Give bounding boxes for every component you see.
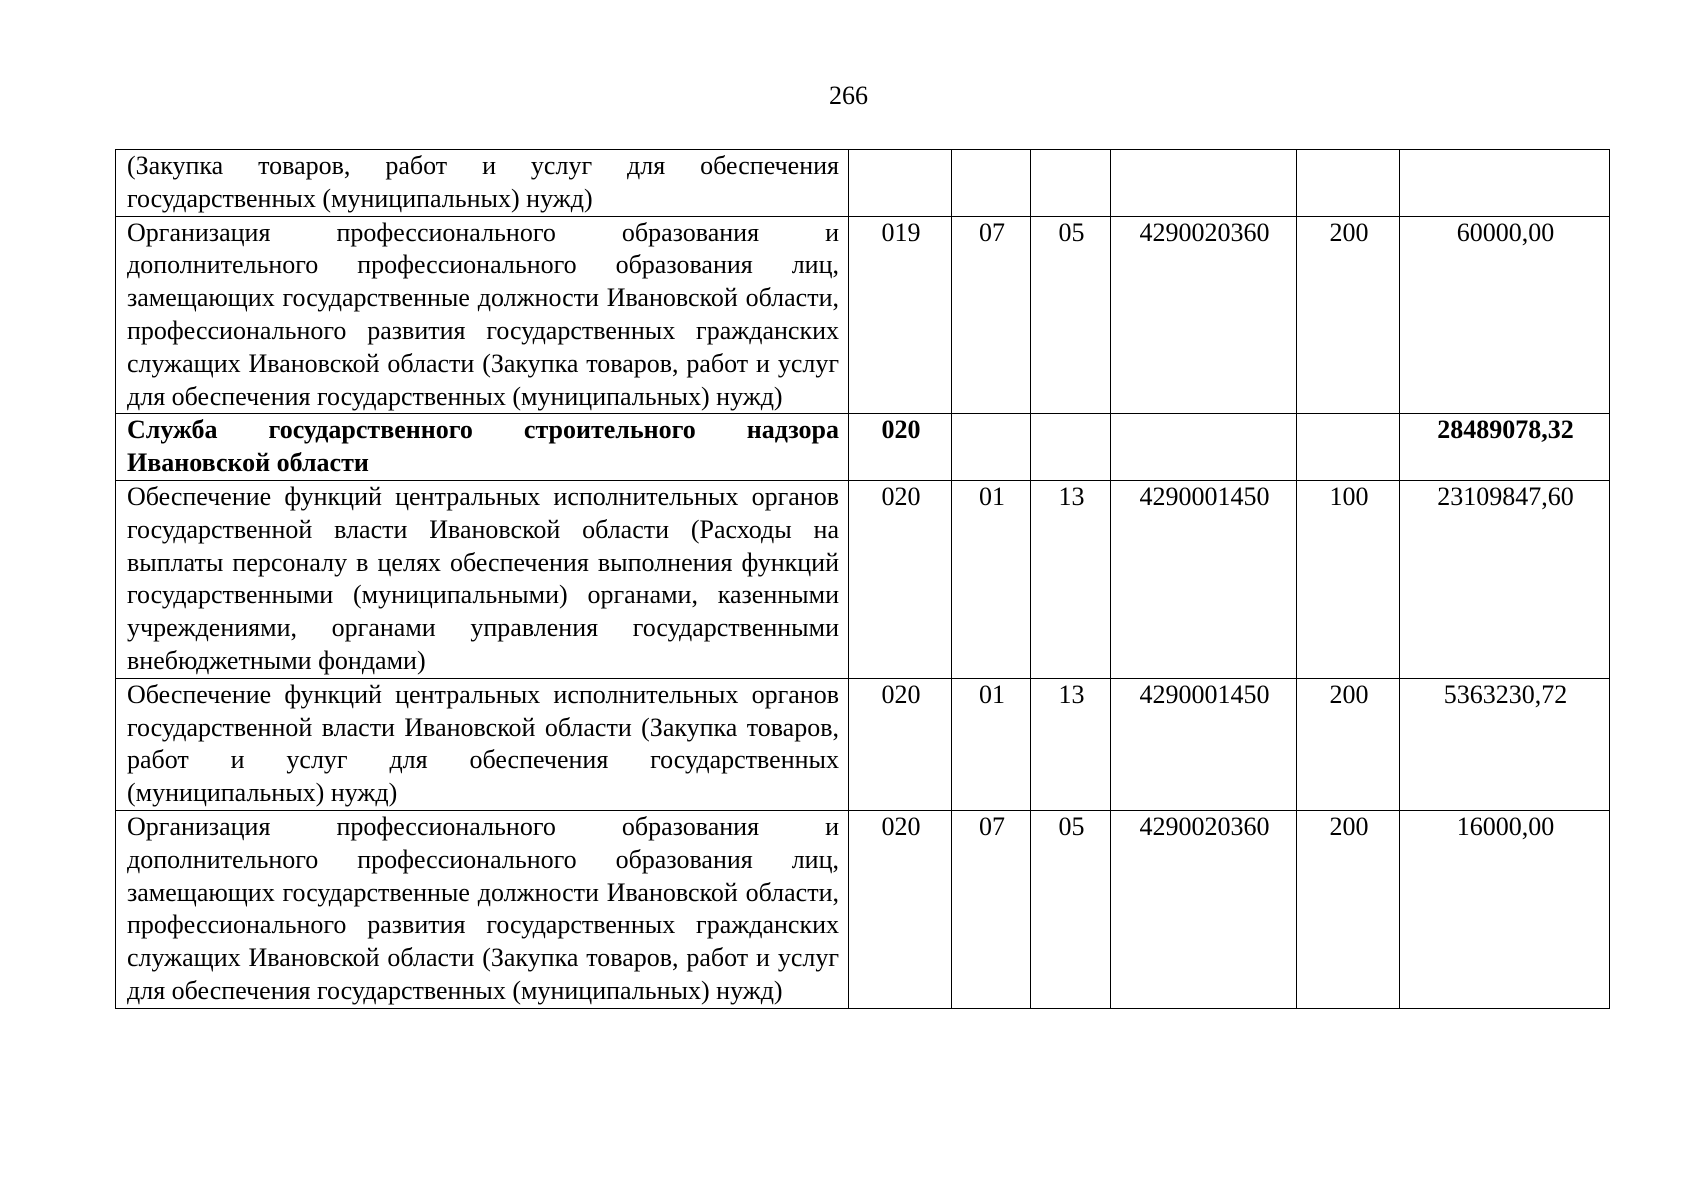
budget-table-body bbox=[116, 150, 1610, 1009]
page-number: 266 bbox=[829, 81, 868, 110]
section-code-cell bbox=[952, 150, 1031, 217]
subsection-code-cell bbox=[1031, 150, 1111, 217]
section-code-cell bbox=[952, 414, 1031, 481]
section-code-cell: 07 bbox=[952, 216, 1031, 414]
table-row bbox=[116, 216, 1610, 414]
amount-cell bbox=[1400, 150, 1610, 217]
expense-type-cell: 200 bbox=[1297, 810, 1400, 1008]
subsection-code-cell: 05 bbox=[1031, 810, 1111, 1008]
target-article-cell: 4290020360 bbox=[1111, 216, 1297, 414]
target-article-cell bbox=[1111, 150, 1297, 217]
budget-table bbox=[115, 149, 1610, 1009]
ministry-code-cell: 019 bbox=[849, 216, 952, 414]
description-cell: Организация профессионального образования и дополнительного профессионального образования лиц, замещающих государственные должности Ивановской области, профессионального развития государственных гражданских служащих Ивановской области (Закупка товаров, работ и услуг для обеспечения государственных (муниципальных) нужд) bbox=[116, 810, 849, 1008]
subsection-code-cell: 05 bbox=[1031, 216, 1111, 414]
amount-cell: 28489078,32 bbox=[1400, 414, 1610, 481]
table-row bbox=[116, 480, 1610, 678]
expense-type-cell: 200 bbox=[1297, 216, 1400, 414]
expense-type-cell: 100 bbox=[1297, 480, 1400, 678]
description-cell: Обеспечение функций центральных исполнительных органов государственной власти Ивановской области (Расходы на выплаты персоналу в целях обеспечения выполнения функций государственными (муниципальными) органами, казенными учреждениями, органами управления государственными внебюджетными фондами) bbox=[116, 480, 849, 678]
table-row bbox=[116, 150, 1610, 217]
description-cell: (Закупка товаров, работ и услуг для обеспечения государственных (муниципальных) нужд) bbox=[116, 150, 849, 217]
section-code-cell: 07 bbox=[952, 810, 1031, 1008]
description-cell: Служба государственного строительного надзора Ивановской области bbox=[116, 414, 849, 481]
target-article-cell bbox=[1111, 414, 1297, 481]
subsection-code-cell: 13 bbox=[1031, 480, 1111, 678]
subsection-code-cell bbox=[1031, 414, 1111, 481]
ministry-code-cell: 020 bbox=[849, 810, 952, 1008]
description-cell: Организация профессионального образования и дополнительного профессионального образования лиц, замещающих государственные должности Ивановской области, профессионального развития государственных гражданских служащих Ивановской области (Закупка товаров, работ и услуг для обеспечения государственных (муниципальных) нужд) bbox=[116, 216, 849, 414]
table-row-total bbox=[116, 414, 1610, 481]
expense-type-cell bbox=[1297, 414, 1400, 481]
subsection-code-cell: 13 bbox=[1031, 678, 1111, 810]
section-code-cell: 01 bbox=[952, 678, 1031, 810]
ministry-code-cell: 020 bbox=[849, 480, 952, 678]
target-article-cell: 4290001450 bbox=[1111, 678, 1297, 810]
ministry-code-cell: 020 bbox=[849, 414, 952, 481]
amount-cell: 60000,00 bbox=[1400, 216, 1610, 414]
ministry-code-cell bbox=[849, 150, 952, 217]
description-cell: Обеспечение функций центральных исполнительных органов государственной власти Ивановской области (Закупка товаров, работ и услуг для обеспечения государственных (муниципальных) нужд) bbox=[116, 678, 849, 810]
amount-cell: 16000,00 bbox=[1400, 810, 1610, 1008]
target-article-cell: 4290020360 bbox=[1111, 810, 1297, 1008]
table-row bbox=[116, 678, 1610, 810]
expense-type-cell bbox=[1297, 150, 1400, 217]
ministry-code-cell: 020 bbox=[849, 678, 952, 810]
target-article-cell: 4290001450 bbox=[1111, 480, 1297, 678]
section-code-cell: 01 bbox=[952, 480, 1031, 678]
amount-cell: 5363230,72 bbox=[1400, 678, 1610, 810]
expense-type-cell: 200 bbox=[1297, 678, 1400, 810]
table-row bbox=[116, 810, 1610, 1008]
amount-cell: 23109847,60 bbox=[1400, 480, 1610, 678]
